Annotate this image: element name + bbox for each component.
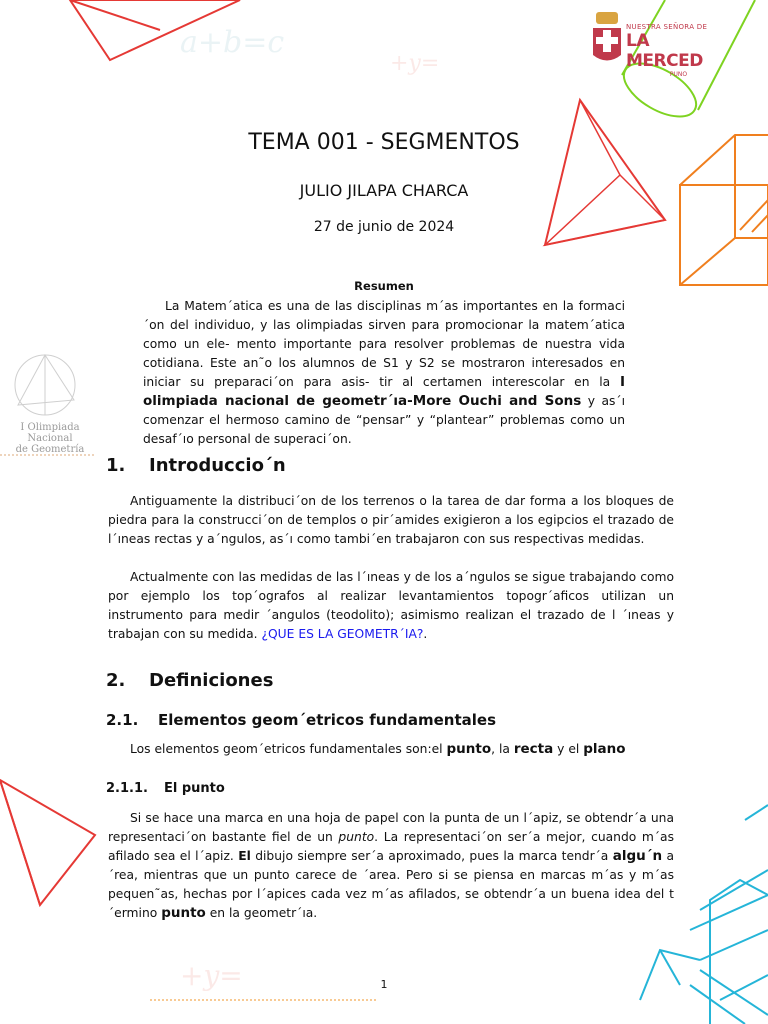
subsubsection-2-1-1-text	[108, 809, 674, 923]
merced-logo-line2: LA MERCED	[626, 31, 703, 71]
cube-shape	[680, 135, 768, 285]
abstract-heading: Resumen	[354, 279, 414, 293]
subsection-2-1-text	[108, 740, 674, 759]
term-plano: plano	[583, 741, 626, 757]
geometry-link[interactable]: ¿QUE ES LA GEOMETR´IA?	[261, 627, 424, 641]
punto-text-2: . La representaci´on ser´a mejor, cuando m´as afilado sea el l´apiz.	[108, 830, 674, 863]
punto-text-4: a´rea, mientras que un punto carece de ´area. Pero si se piensa en marcas m´as y m´as pequen˜as, hechas por l´apices cada vez m´as afilados, se obtendr´a un buena idea del t´ermino	[108, 849, 674, 920]
term-recta: recta	[513, 741, 554, 757]
separator-1: , la	[491, 742, 514, 756]
subsubsection-2-1-1-heading	[106, 781, 225, 796]
merced-logo-line1: NUESTRA SEÑORA DE	[626, 23, 708, 31]
punto-bold: punto	[161, 905, 206, 921]
abstract-olympiad-name: I olimpiada nacional de geometr´ıa-More Ouchi and Sons	[143, 374, 625, 409]
formula-watermark-top: a+b=c	[180, 25, 285, 60]
abstract-text-a: La Matem´atica es una de las disciplinas m´as importantes en la formaci´on del individuo, y las olimpiadas sirven para promocionar la matem´atica como un ele- mento importante para resolver problemas de nuestra vida cotidiana. Este an˜o los alumnos de S1 y S2 se mostraron interesados en iniciar su preparaci´on para asis- tir al certamen interescolar en la	[143, 299, 625, 389]
section-1-para-1: Antiguamente la distribuci´on de los terrenos o la tarea de dar forma a los bloques de piedra para la construcci´on de templos o pir´amides exigieron a los egipcios el trazado de l´ıneas rectas y a´ngulos, as´ı como tambi´en trabajaron con sus respectivas medidas.	[108, 494, 674, 546]
subsubsection-2-1-1-number: 2.1.1.	[106, 781, 148, 796]
subsection-2-1-title: Elementos geom´etricos fundamentales	[158, 711, 497, 729]
olympiad-logo-line2: de Geometría	[15, 444, 85, 455]
subsection-2-1-heading	[106, 711, 496, 729]
merced-logo-line3: PUNO	[669, 71, 688, 78]
separator-2: y el	[553, 742, 584, 756]
abstract-text-b: y as´ı comenzar el hermoso camino de “pensar” y “plantear” problemas como un desaf´ıo personal de superaci´on.	[143, 394, 625, 446]
punto-italic: punto	[338, 830, 375, 844]
subsection-2-1-number: 2.1.	[106, 711, 139, 729]
formula-watermark-mid: +y=	[390, 51, 440, 76]
formula-watermark-bottom: +y=	[180, 959, 243, 992]
page-number: 1	[380, 978, 388, 991]
section-1-title: Introduccio´n	[149, 455, 286, 476]
document-author: JULIO JILAPA CHARCA	[299, 181, 469, 200]
section-1-para-2-end: .	[423, 627, 428, 641]
section-2-title: Definiciones	[149, 670, 274, 691]
el-bold: El	[238, 849, 251, 863]
section-1-para-2-text: Actualmente con las medidas de las l´ıneas y de los a´ngulos se sigue trabajando como por ejemplo los top´ografos al realizar levantamientos topogr´aficos utilizan un instrumento para medir ´angulos (teodolito); asimismo realizan el trazado de l ´ıneas y trabajan con su medida.	[108, 570, 674, 641]
document-date: 27 de junio de 2024	[313, 219, 455, 235]
punto-text-3: dibujo siempre ser´a aproximado, pues la marca tendr´a	[250, 849, 613, 863]
merced-shield-icon	[593, 12, 621, 61]
subsubsection-2-1-1-title: El punto	[164, 781, 225, 796]
section-1-para-2	[108, 568, 674, 644]
punto-text-5: en la geometr´ıa.	[205, 906, 318, 920]
section-1-heading	[106, 455, 286, 476]
section-1-number: 1.	[106, 455, 126, 476]
olympiad-circle-logo	[15, 355, 75, 415]
triangle-bottom-left	[0, 780, 95, 905]
document-title: TEMA 001 - SEGMENTOS	[248, 130, 520, 155]
abstract-text	[143, 297, 625, 449]
section-2-number: 2.	[106, 670, 126, 691]
punto-text-1: Si se hace una marca en una hoja de papel con la punta de un l´apiz, se obtendr´a una representaci´on bastante fiel de un	[108, 811, 674, 844]
olympiad-logo-line1: I Olimpiada Nacional	[20, 422, 80, 444]
algun-bold: algu´n	[612, 848, 663, 864]
olympiad-logo-text	[0, 422, 100, 455]
subsection-2-1-text-a: Los elementos geom´etricos fundamentales son:el	[130, 742, 447, 756]
term-punto: punto	[446, 741, 492, 757]
section-2-heading	[106, 670, 273, 691]
merced-logo	[626, 23, 731, 78]
